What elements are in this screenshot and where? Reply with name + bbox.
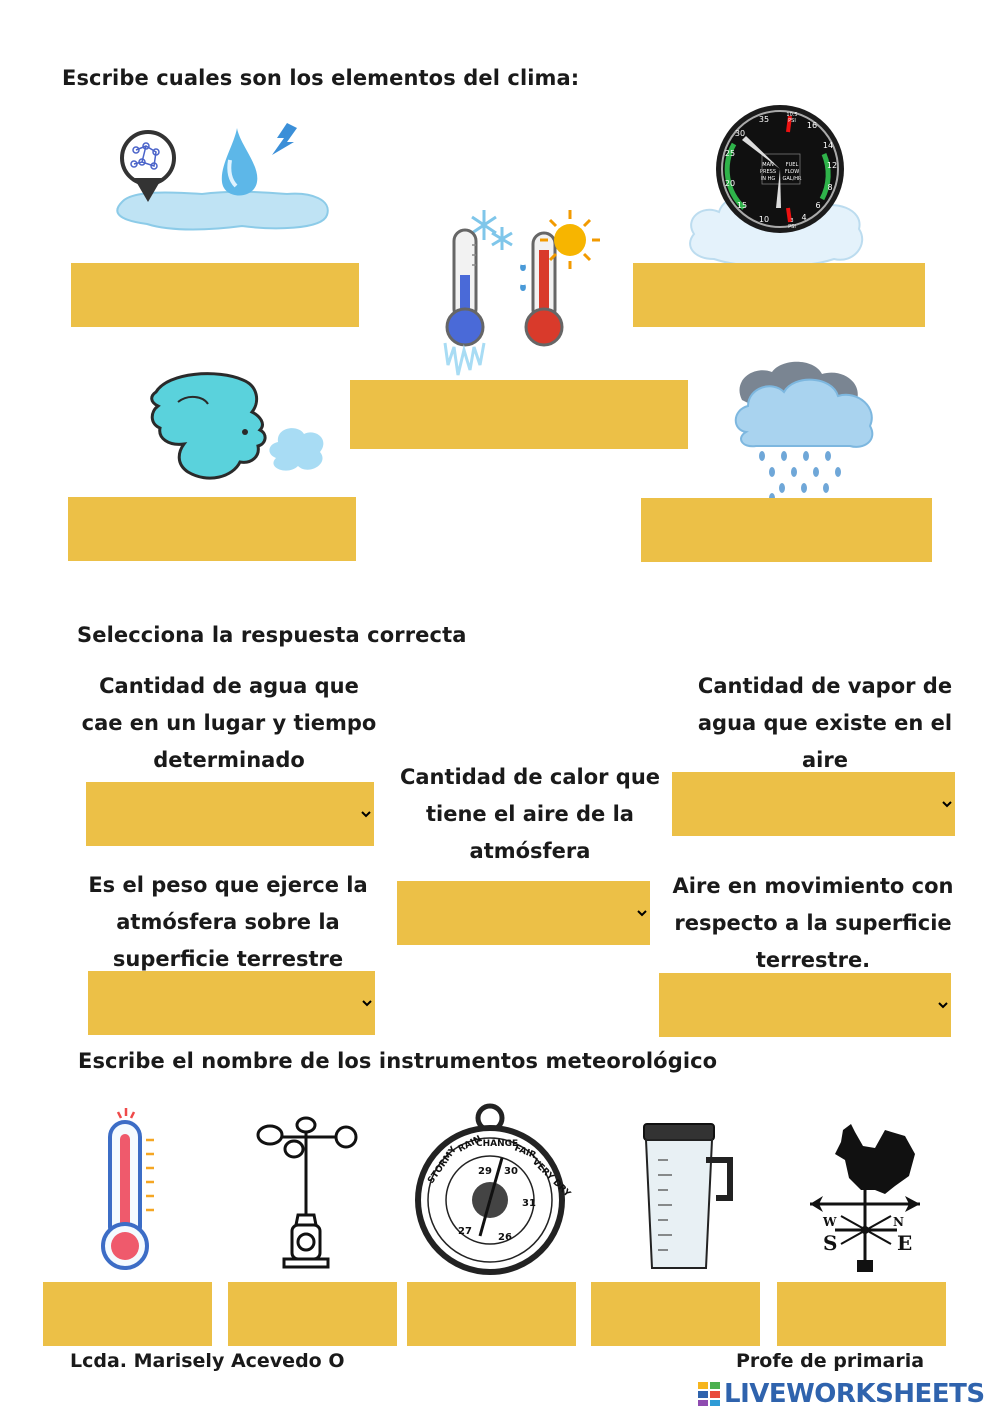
gauge-label: 4 <box>801 213 807 222</box>
gauge-label: MAN <box>762 162 774 168</box>
clue-humidity <box>690 668 960 779</box>
answer-box-wind[interactable] <box>68 497 356 561</box>
clue-line: atmósfera <box>469 839 591 863</box>
temperature-icon <box>440 205 605 380</box>
liveworksheets-logo-icon <box>698 1382 720 1406</box>
anemometer-icon <box>254 1115 359 1270</box>
gauge-label: FUEL <box>785 162 799 168</box>
section2-title: Selecciona la respuesta correcta <box>77 623 467 647</box>
answer-select-wind[interactable] <box>659 973 951 1037</box>
barometer-label: CHANGE <box>476 1139 519 1149</box>
answer-select-temperature[interactable] <box>397 881 650 945</box>
gauge-label: GAL/HR <box>782 176 802 182</box>
answer-box-barometer[interactable] <box>407 1282 576 1346</box>
gauge-label: 15 <box>736 201 748 210</box>
answer-select-pressure[interactable] <box>88 971 375 1035</box>
answer-box-humidity[interactable] <box>71 263 359 327</box>
gauge-label: 35 <box>758 115 770 124</box>
vane-label: N <box>893 1215 904 1229</box>
clue-line: Cantidad de agua que <box>99 674 359 698</box>
rain-cloud-icon <box>732 360 882 505</box>
clue-line: Cantidad de calor que <box>399 765 661 789</box>
answer-box-precipitation[interactable] <box>641 498 932 562</box>
answer-select-precipitation[interactable] <box>86 782 374 846</box>
answer-box-anemometer[interactable] <box>228 1282 397 1346</box>
answer-box-rain-gauge[interactable] <box>591 1282 760 1346</box>
answer-box-pressure[interactable] <box>633 263 925 327</box>
clue-temperature <box>395 759 665 870</box>
gauge-label: 20 <box>724 179 736 188</box>
clue-line: Cantidad de vapor de <box>697 674 953 698</box>
vane-label: W <box>823 1215 837 1229</box>
author-role: Profe de primaria <box>736 1350 925 1372</box>
answer-box-temperature[interactable] <box>350 380 688 449</box>
clue-line: terrestre. <box>755 948 871 972</box>
clue-precipitation <box>70 668 388 779</box>
author-name: Lcda. Marisely Acevedo O <box>70 1350 345 1372</box>
gauge-label: 12 <box>826 161 838 170</box>
gauge-label: 10 <box>758 215 770 224</box>
answer-box-thermometer[interactable] <box>43 1282 212 1346</box>
clue-line: tiene el aire de la <box>426 802 634 826</box>
barometer-label: 27 <box>458 1226 472 1237</box>
gauge-label: PSI <box>788 118 796 124</box>
liveworksheets-logo <box>698 1378 994 1410</box>
gauge-label: 25 <box>724 149 736 158</box>
humidity-icon <box>112 120 337 240</box>
vane-label: S <box>823 1231 838 1255</box>
clue-line: superficie terrestre <box>112 947 344 971</box>
barometer-label: VERY DRY <box>529 1157 573 1200</box>
gauge-label: 14 <box>822 141 834 150</box>
barometer-label: 26 <box>498 1232 512 1243</box>
rain-gauge-icon <box>636 1120 736 1275</box>
barometer-icon <box>406 1102 576 1277</box>
barometer-label: 30 <box>504 1166 518 1177</box>
section3-title: Escribe el nombre de los instrumentos meteorológico <box>78 1049 718 1073</box>
barometer-label: 29 <box>478 1166 492 1177</box>
clue-wind <box>668 868 958 979</box>
answer-box-weather-vane[interactable] <box>777 1282 946 1346</box>
answer-select-humidity[interactable] <box>672 772 955 836</box>
barometer-label: 31 <box>522 1198 536 1209</box>
section1-title: Escribe cuales son los elementos del clima: <box>62 66 580 90</box>
barometer-label: STORMY <box>426 1145 459 1186</box>
barometer-label: RAIN <box>456 1134 484 1155</box>
gauge-label: PRESS <box>760 169 776 175</box>
clue-line: Aire en movimiento con <box>672 874 954 898</box>
gauge-label: FLOW <box>784 169 800 175</box>
weather-vane-icon <box>805 1120 930 1275</box>
clue-line: determinado <box>153 748 305 772</box>
clue-line: aire <box>802 748 848 772</box>
gauge-label: 16 <box>806 121 818 130</box>
clue-line: Es el peso que ejerce la <box>88 873 368 897</box>
wind-icon <box>148 372 328 497</box>
gauge-label: 10.5 <box>786 112 798 118</box>
barometer-label: FAIR <box>512 1143 538 1162</box>
clue-line: respecto a la superficie <box>674 911 952 935</box>
clue-line: atmósfera sobre la <box>116 910 340 934</box>
pressure-gauge-icon <box>684 104 874 269</box>
clue-line: agua que existe en el <box>697 711 953 735</box>
vane-label: E <box>897 1231 913 1255</box>
gauge-label: 30 <box>734 129 746 138</box>
liveworksheets-wordmark: LIVEWORKSHEETS <box>724 1379 985 1409</box>
gauge-label: 6 <box>815 201 821 210</box>
gauge-label: PSI <box>788 224 796 230</box>
gauge-label: 8 <box>827 183 833 192</box>
gauge-label: 3 <box>790 218 794 224</box>
clue-pressure <box>78 867 378 978</box>
gauge-label: IN HG <box>760 176 776 182</box>
clue-line: cae en un lugar y tiempo <box>81 711 377 735</box>
thermometer-icon <box>96 1104 160 1274</box>
